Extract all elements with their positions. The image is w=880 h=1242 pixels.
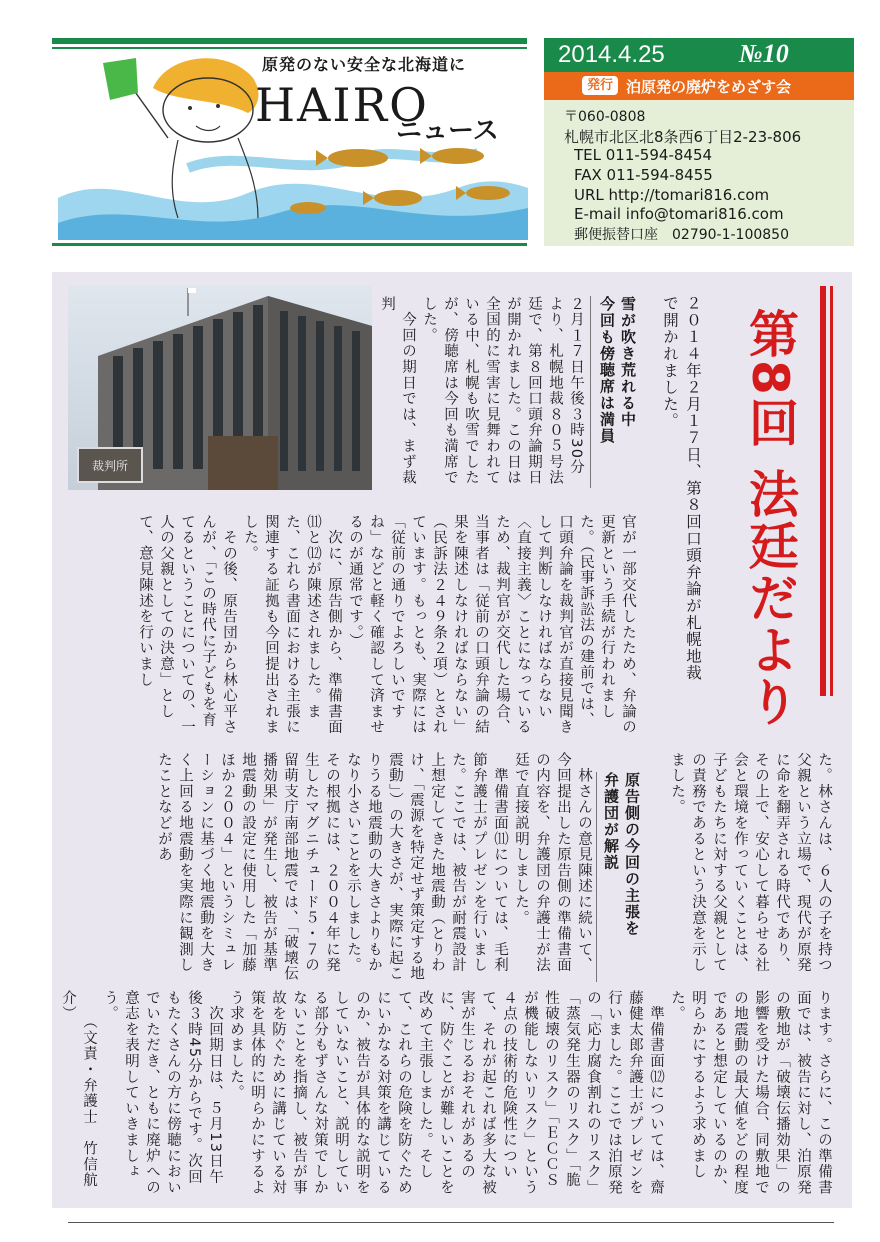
contact-tel: TEL 011-594-8454 xyxy=(574,146,713,164)
masthead-top-rule xyxy=(52,38,527,44)
section1-heading-rule xyxy=(590,296,591,488)
publisher-badge: 発行 xyxy=(582,76,618,95)
section1-text-row1: ２月１７日午後３時30分より、札幌地裁８０５号法廷で、第８回口頭弁論期日が開かれました。この日は全国的に雪害に見舞われている中、札幌も吹雪でしたが、傍聴席は今回も満席でした。 今回の期日では、まず裁判 xyxy=(379,296,584,486)
issue-date: 2014.4.25 xyxy=(558,41,665,68)
section2-text-row3: 林さんの意見陳述に続いて、今回提出した原告側の準備書面の内容を、弁護団の弁護士が法廷で直接説明しました。 準備書面⑾については、毛利節弁護士がプレゼンを行いました。ここでは、被告が耐震設計上想定してきた地震動（とりわけ、「震源を特定せず策定する地震動」）の大きさが、実際に起こりうる地震動の大きさよりもかなり小さいことを示しました。その根拠には、２００４年に発生したマグニチュード５・７の留萌支庁南部地震では、「破壊伝播効果」が発生し、被告が基準地震動の設定に使用した「加藤ほか２００４」というシミュレーションに基づく地震動を大きく上回る地震動を実際に観測したことなどがあ xyxy=(156,752,592,982)
masthead-slogan: 原発のない安全な北海道に xyxy=(262,55,467,74)
title-red-bar-thin xyxy=(830,286,833,696)
section2-heading: 原告側の今回の主張を 弁護団が解説 xyxy=(602,772,641,937)
contact-box xyxy=(544,100,854,246)
article-lead: ２０１４年２月１７日、第８回口頭弁論が札幌地裁で開かれました。 xyxy=(661,295,702,682)
courthouse-sign: 裁判所 xyxy=(91,459,129,473)
section1-heading: 雪が吹き荒れる中 今回も傍聴席は満員 xyxy=(598,296,637,445)
contact-url[interactable]: URL http://tomari816.com xyxy=(574,186,770,204)
publisher-bar xyxy=(544,72,854,100)
publisher-name: 泊原発の廃炉をめざす会 xyxy=(626,78,792,96)
issue-number: №10 xyxy=(739,39,789,68)
masthead-logo: HAIRO xyxy=(255,78,429,132)
contact-fax: FAX 011-594-8455 xyxy=(574,166,713,184)
section1-text-row2: 官が一部交代したため、弁論の更新という手続が行われました。（民事訴訟法の建前では、口頭弁論を裁判官が直接見聞きして判断しなければならない〈直接主義〉ことになっているため、裁判官が交代した場合、当事者は「従前の口頭弁論の結果を陳述しなければならない」（民訴法２４９条２項）とされています。もっとも、実際には「従前の通りでよろしいですね」などと軽く確認して済ませるのが通常です。） 次に、原告側から、準備書面⑾と⑿が陳述されました。また、これら書面における主張に関連する証拠も今回提出されました。 その後、原告団から林心平さんが、「この時代に子どもを育てるということについての、一人の父親としての決意」として、意見陳述を行いまし xyxy=(137,514,636,736)
footer-rule xyxy=(68,1222,834,1223)
contact-email[interactable]: E-mail info@tomari816.com xyxy=(574,205,784,223)
issue-date-bar xyxy=(544,38,854,72)
section2-text-row4: ります。さらに、この準備書面では、被告に対し、泊原発の敷地が「破壊伝播効果」の影響を受けた場合、同敷地での地震動の最大値をどの程度であると想定しているのか、明らかにするよう求めました。 準備書面⑿については、齋藤健太郎弁護士がプレゼンを行いました。ここでは泊原発の「応力腐食割れのリスク」「蒸気発生器のリスク」「脆性破壊のリスク」「ＥＣＣＳが機能しないリスク」という４点の技術的危険性について、それが起これば多大な被害が生じるおそれがあるのに、防ぐことが難しいことを改めて主張しました。そして、これらの危険を防ぐためにいかなる対策を講じているのか、被告が具体的な説明をしていないこと、説明している部分もずさんな対策でしかないことを指摘し、被告が事故を防ぐために講じている対策を具体的に明らかにするよう求めました。 次回期日は、５月13日午後３時45分からです。次回もたくさんの方に傍聴においでいただき、ともに廃炉への意志を表明していきましょう。 （文責・弁護士 竹信航介） xyxy=(60,990,832,1196)
masthead-bottom-rule xyxy=(52,243,527,246)
masthead-logo-sub: ニュース xyxy=(396,116,499,146)
section2-heading-rule xyxy=(596,772,597,982)
title-red-bar xyxy=(820,286,826,696)
contact-address: 札幌市北区北8条西6丁目2-23-806 xyxy=(564,128,802,146)
section1-text-row3: た。林さんは、６人の子を持つ父親という立場で、現代が原発に命を翻弄される時代であり、その上で、安心して暮らせる社会と環境を作っていくことは、子どもたちに対する父親としての責務であるという決意を示しました。 xyxy=(669,752,832,974)
article-title: 第8回 法廷だより xyxy=(741,308,799,729)
courthouse-photo xyxy=(68,286,372,490)
contact-postal: 郵便振替口座 02790-1-100850 xyxy=(574,227,789,243)
contact-zip: 〒060-0808 xyxy=(564,109,646,125)
